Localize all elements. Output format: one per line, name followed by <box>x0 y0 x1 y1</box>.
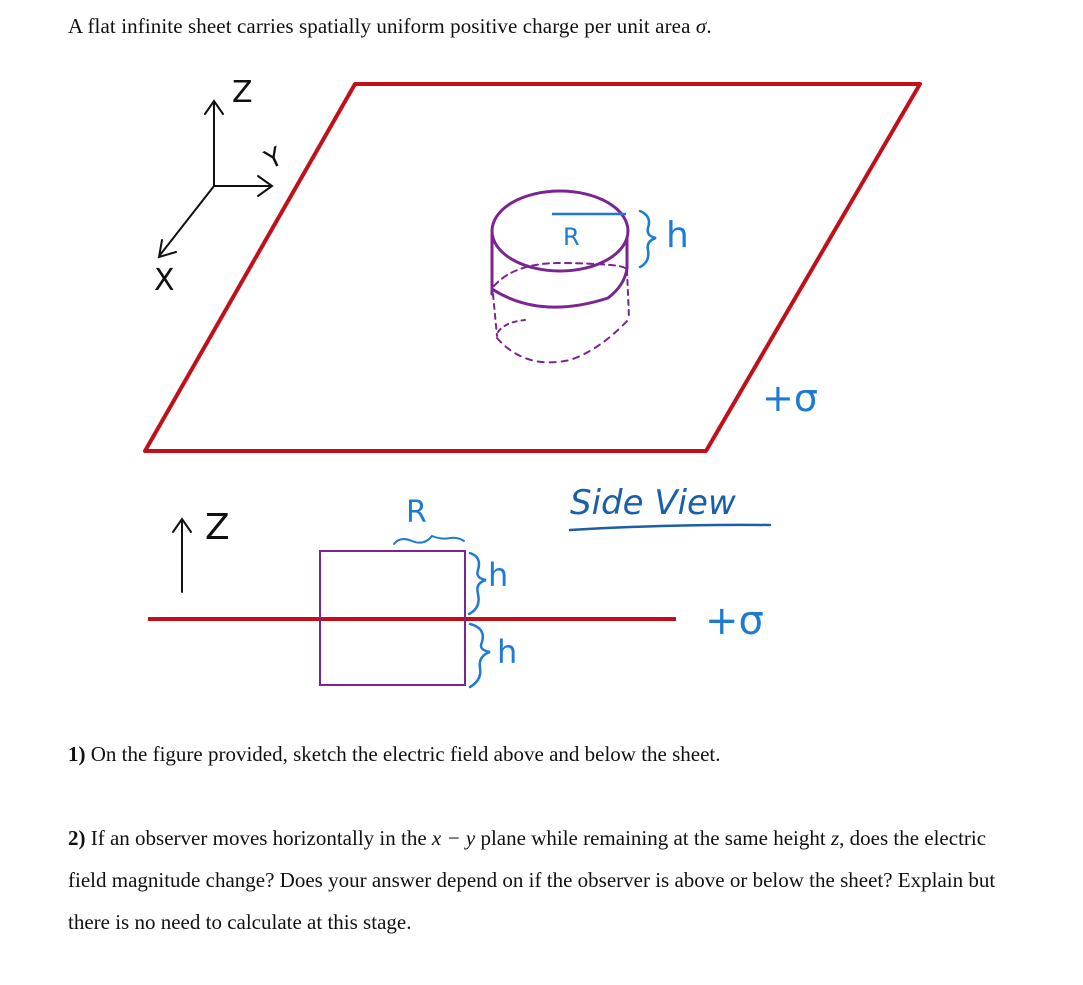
side-radius-brace <box>394 536 464 544</box>
sigma-symbol: σ <box>695 14 707 38</box>
question-2-text-b: plane while remaining at the same height <box>475 826 831 850</box>
side-height-brace-top <box>469 553 486 614</box>
side-z-label: Z <box>205 507 230 548</box>
x-axis <box>160 186 214 255</box>
side-height-label-bottom: h <box>497 633 518 671</box>
side-z-arrow <box>173 519 191 592</box>
question-2-text-a: If an observer moves horizontally in the <box>85 826 432 850</box>
cylinder-mid-front <box>492 268 627 307</box>
question-2-math-xy: x − y <box>431 826 476 850</box>
question-2-math-z: z <box>830 826 840 850</box>
z-axis-label: Z <box>232 75 253 110</box>
cylinder-bottom-back <box>498 320 525 332</box>
question-1-number: 1) <box>68 742 86 766</box>
cylinder-lower-left <box>493 294 497 336</box>
question-2-text-c: , does the electric field magnitude change? Does your answer depend on if the observer is above or below the sheet? Explain but there is no need to calculate at this stage. <box>68 826 996 934</box>
question-1-text: On the figure provided, sketch the electric field above and below the sheet. <box>85 742 721 766</box>
side-view-underline <box>570 525 770 530</box>
radius-label-top: R <box>563 223 580 251</box>
intro-text: A flat infinite sheet carries spatially uniform positive charge per unit area <box>68 14 696 38</box>
height-brace-top <box>640 211 656 267</box>
question-2-number: 2) <box>68 826 86 850</box>
side-height-label-top: h <box>488 556 509 594</box>
sheet-charge-label: +σ <box>762 376 818 420</box>
question-2 <box>68 817 1018 943</box>
intro-period: . <box>706 14 712 38</box>
cylinder-top-cap <box>492 191 628 271</box>
coordinate-axes <box>159 101 272 257</box>
side-view-title: Side View <box>570 483 736 523</box>
height-label-top: h <box>666 215 689 256</box>
side-charge-label: +σ <box>705 598 764 644</box>
gaussian-cylinder <box>492 191 630 362</box>
cylinder-lower-right <box>627 270 629 318</box>
y-axis-label: Y <box>260 141 288 176</box>
cylinder-mid-back <box>494 263 625 286</box>
cylinder-bottom-front <box>497 318 630 362</box>
side-height-brace-bottom <box>470 624 490 687</box>
x-axis-label: X <box>154 263 175 298</box>
side-radius-label: R <box>406 495 427 530</box>
question-1 <box>68 733 1018 775</box>
